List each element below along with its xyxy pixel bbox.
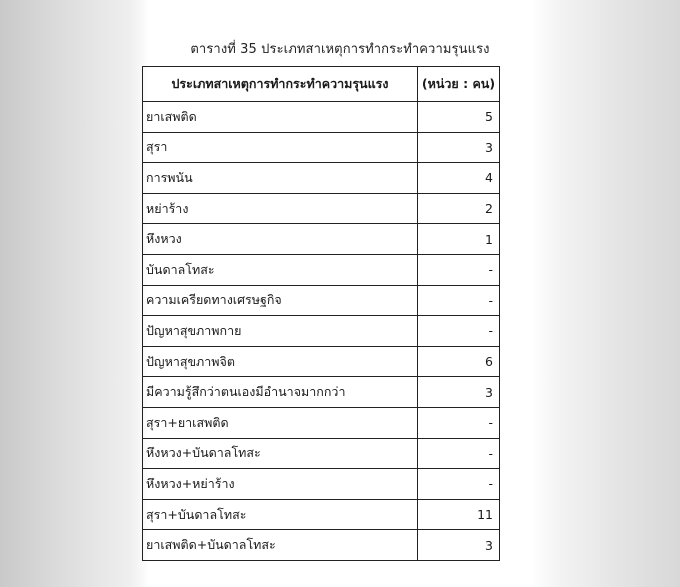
count-cell: -	[418, 316, 500, 347]
table-row	[143, 499, 500, 530]
count-cell: 11	[418, 499, 500, 530]
table-row	[143, 530, 500, 561]
cause-cell: ยาเสพติด+บันดาลโทสะ	[143, 530, 418, 561]
table-row	[143, 254, 500, 285]
cause-cell: หย่าร้าง	[143, 193, 418, 224]
count-cell: 2	[418, 193, 500, 224]
column-header-cause: ประเภทสาเหตุการทำกระทำความรุนแรง	[143, 67, 418, 102]
count-cell: 3	[418, 530, 500, 561]
cause-cell: การพนัน	[143, 163, 418, 194]
table-row	[143, 163, 500, 194]
table-row	[143, 102, 500, 133]
cause-cell: มีความรู้สึกว่าตนเองมีอำนาจมากกว่า	[143, 377, 418, 408]
table-row	[143, 407, 500, 438]
cause-cell: สุรา+ยาเสพติด	[143, 407, 418, 438]
table-body	[143, 102, 500, 561]
count-cell: -	[418, 285, 500, 316]
column-header-unit: (หน่วย : คน)	[418, 67, 500, 102]
table-row	[143, 469, 500, 500]
table-caption: ตารางที่ 35 ประเภทสาเหตุการทำกระทำความรุนแรง	[190, 42, 490, 57]
cause-cell: หึงหวง+หย่าร้าง	[143, 469, 418, 500]
count-cell: 3	[418, 132, 500, 163]
table-row	[143, 193, 500, 224]
table-row	[143, 438, 500, 469]
table-row	[143, 285, 500, 316]
cause-cell: หึงหวง+บันดาลโทสะ	[143, 438, 418, 469]
count-cell: -	[418, 469, 500, 500]
cause-cell: ปัญหาสุขภาพจิต	[143, 346, 418, 377]
count-cell: 3	[418, 377, 500, 408]
table-header-row	[143, 67, 500, 102]
cause-cell: บันดาลโทสะ	[143, 254, 418, 285]
cause-cell: ยาเสพติด	[143, 102, 418, 133]
cause-cell: หึงหวง	[143, 224, 418, 255]
cause-cell: สุรา	[143, 132, 418, 163]
table-row	[143, 316, 500, 347]
cause-cell: สุรา+บันดาลโทสะ	[143, 499, 418, 530]
cause-cell: ปัญหาสุขภาพกาย	[143, 316, 418, 347]
violence-causes-table	[142, 66, 500, 561]
count-cell: 5	[418, 102, 500, 133]
table-row	[143, 346, 500, 377]
count-cell: -	[418, 254, 500, 285]
table-row	[143, 224, 500, 255]
table-row	[143, 377, 500, 408]
count-cell: 6	[418, 346, 500, 377]
count-cell: 4	[418, 163, 500, 194]
count-cell: -	[418, 438, 500, 469]
table-row	[143, 132, 500, 163]
count-cell: 1	[418, 224, 500, 255]
count-cell: -	[418, 407, 500, 438]
cause-cell: ความเครียดทางเศรษฐกิจ	[143, 285, 418, 316]
